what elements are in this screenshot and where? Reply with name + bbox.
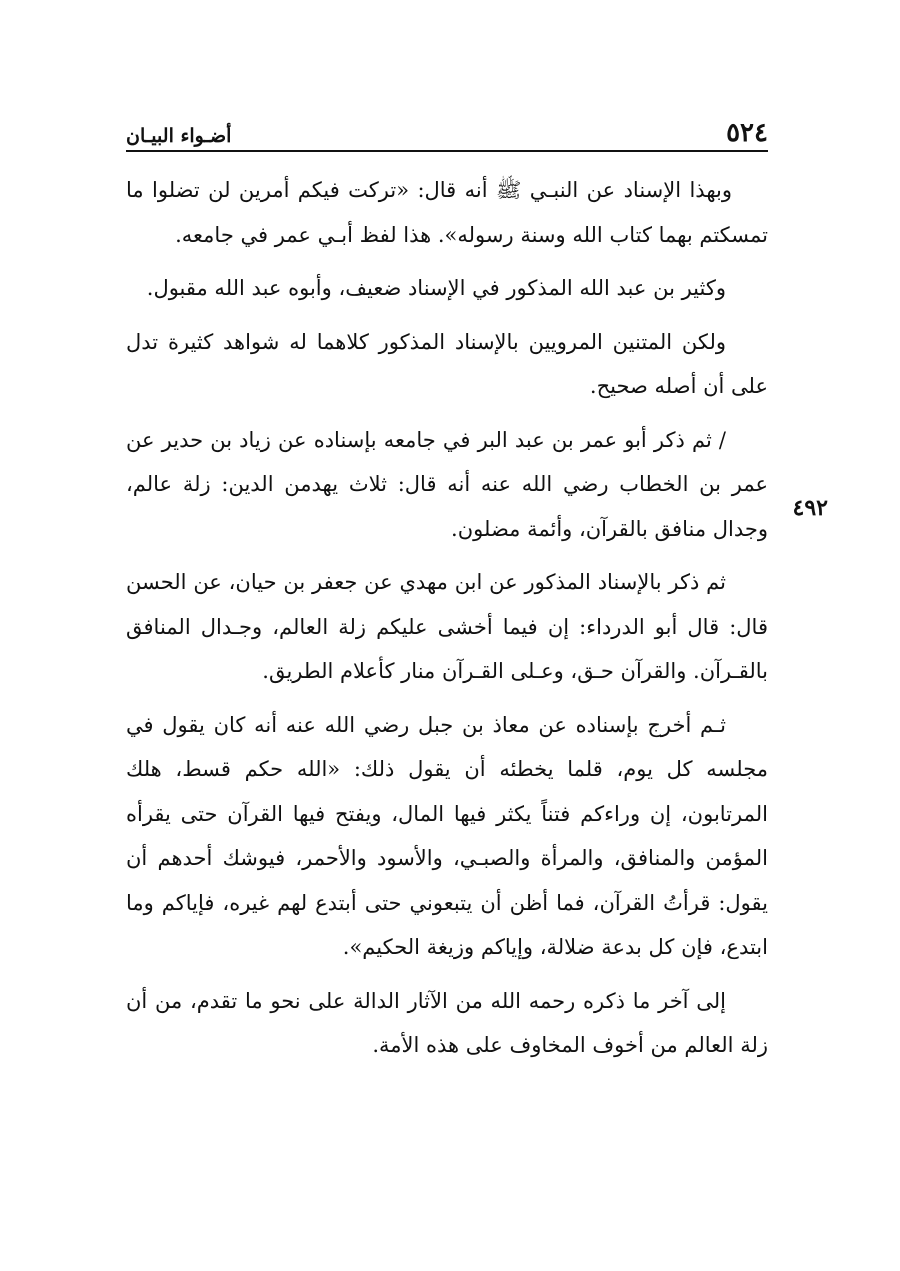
page-number: ٥٢٤ <box>726 118 768 148</box>
margin-page-reference: ٤٩٢ <box>792 495 828 521</box>
paragraph: وكثير بن عبد الله المذكور في الإسناد ضعيف، وأبوه عبد الله مقبول. <box>146 276 726 300</box>
paragraph: / ثم ذكر أبو عمر بن عبد البر في جامعه بإسناده عن زياد بن حدير عن عمر بن الخطاب رضي الله عنه أنه قال: ثلاث يهدمن الدين: زلة عالم، وجدال منافق بالقرآن، وأئمة مضلون. <box>126 427 768 541</box>
paragraph: ثـم أخرج بإسناده عن معاذ بن جبل رضي الله عنه أنه كان يقول في مجلسه كل يوم، قلما يخطئه أن يقول ذلك: «الله حكم قسط، هلك المرتابون، إن وراءكم فتناً يكثر فيها المال، ويفتح فيها القرآن حتى يقرأه المؤمن والمنافق، والمرأة والصبـي، والأسود والأحمر، فيوشك أحدهم أن يقول: قرأتُ القرآن، فما أظن أن يتبعوني حتى أبتدع لهم غيره، فإياكم وما ابتدع، فإن كل بدعة ضلالة، وإياكم وزيغة الحكيم». <box>126 712 768 959</box>
main-text <box>126 168 768 1077</box>
paragraph: إلى آخر ما ذكره رحمه الله من الآثار الدالة على نحو ما تقدم، من أن زلة العالم من أخوف المخاوف على هذه الأمة. <box>126 988 768 1057</box>
paragraph: ثم ذكر بالإسناد المذكور عن ابن مهدي عن جعفر بن حيان، عن الحسن قال: قال أبو الدرداء: إن فيما أخشى عليكم زلة العالم، وجـدال المنافق بالقـرآن. والقرآن حـق، وعـلى القـرآن منار كأعلام الطريق. <box>126 570 768 683</box>
page-header <box>126 112 768 152</box>
paragraph: وبهذا الإسناد عن النبـي ﷺ أنه قال: «تركت فيكم أمرين لن تضلوا ما تمسكتم بهما كتاب الله وسنة رسوله». هذا لفظ أبـي عمر في جامعه. <box>126 178 768 247</box>
running-title: أضـواء البيـان <box>126 125 232 147</box>
paragraph: ولكن المتنين المرويين بالإسناد المذكور كلاهما له شواهد كثيرة تدل على أن أصله صحيح. <box>126 329 768 398</box>
